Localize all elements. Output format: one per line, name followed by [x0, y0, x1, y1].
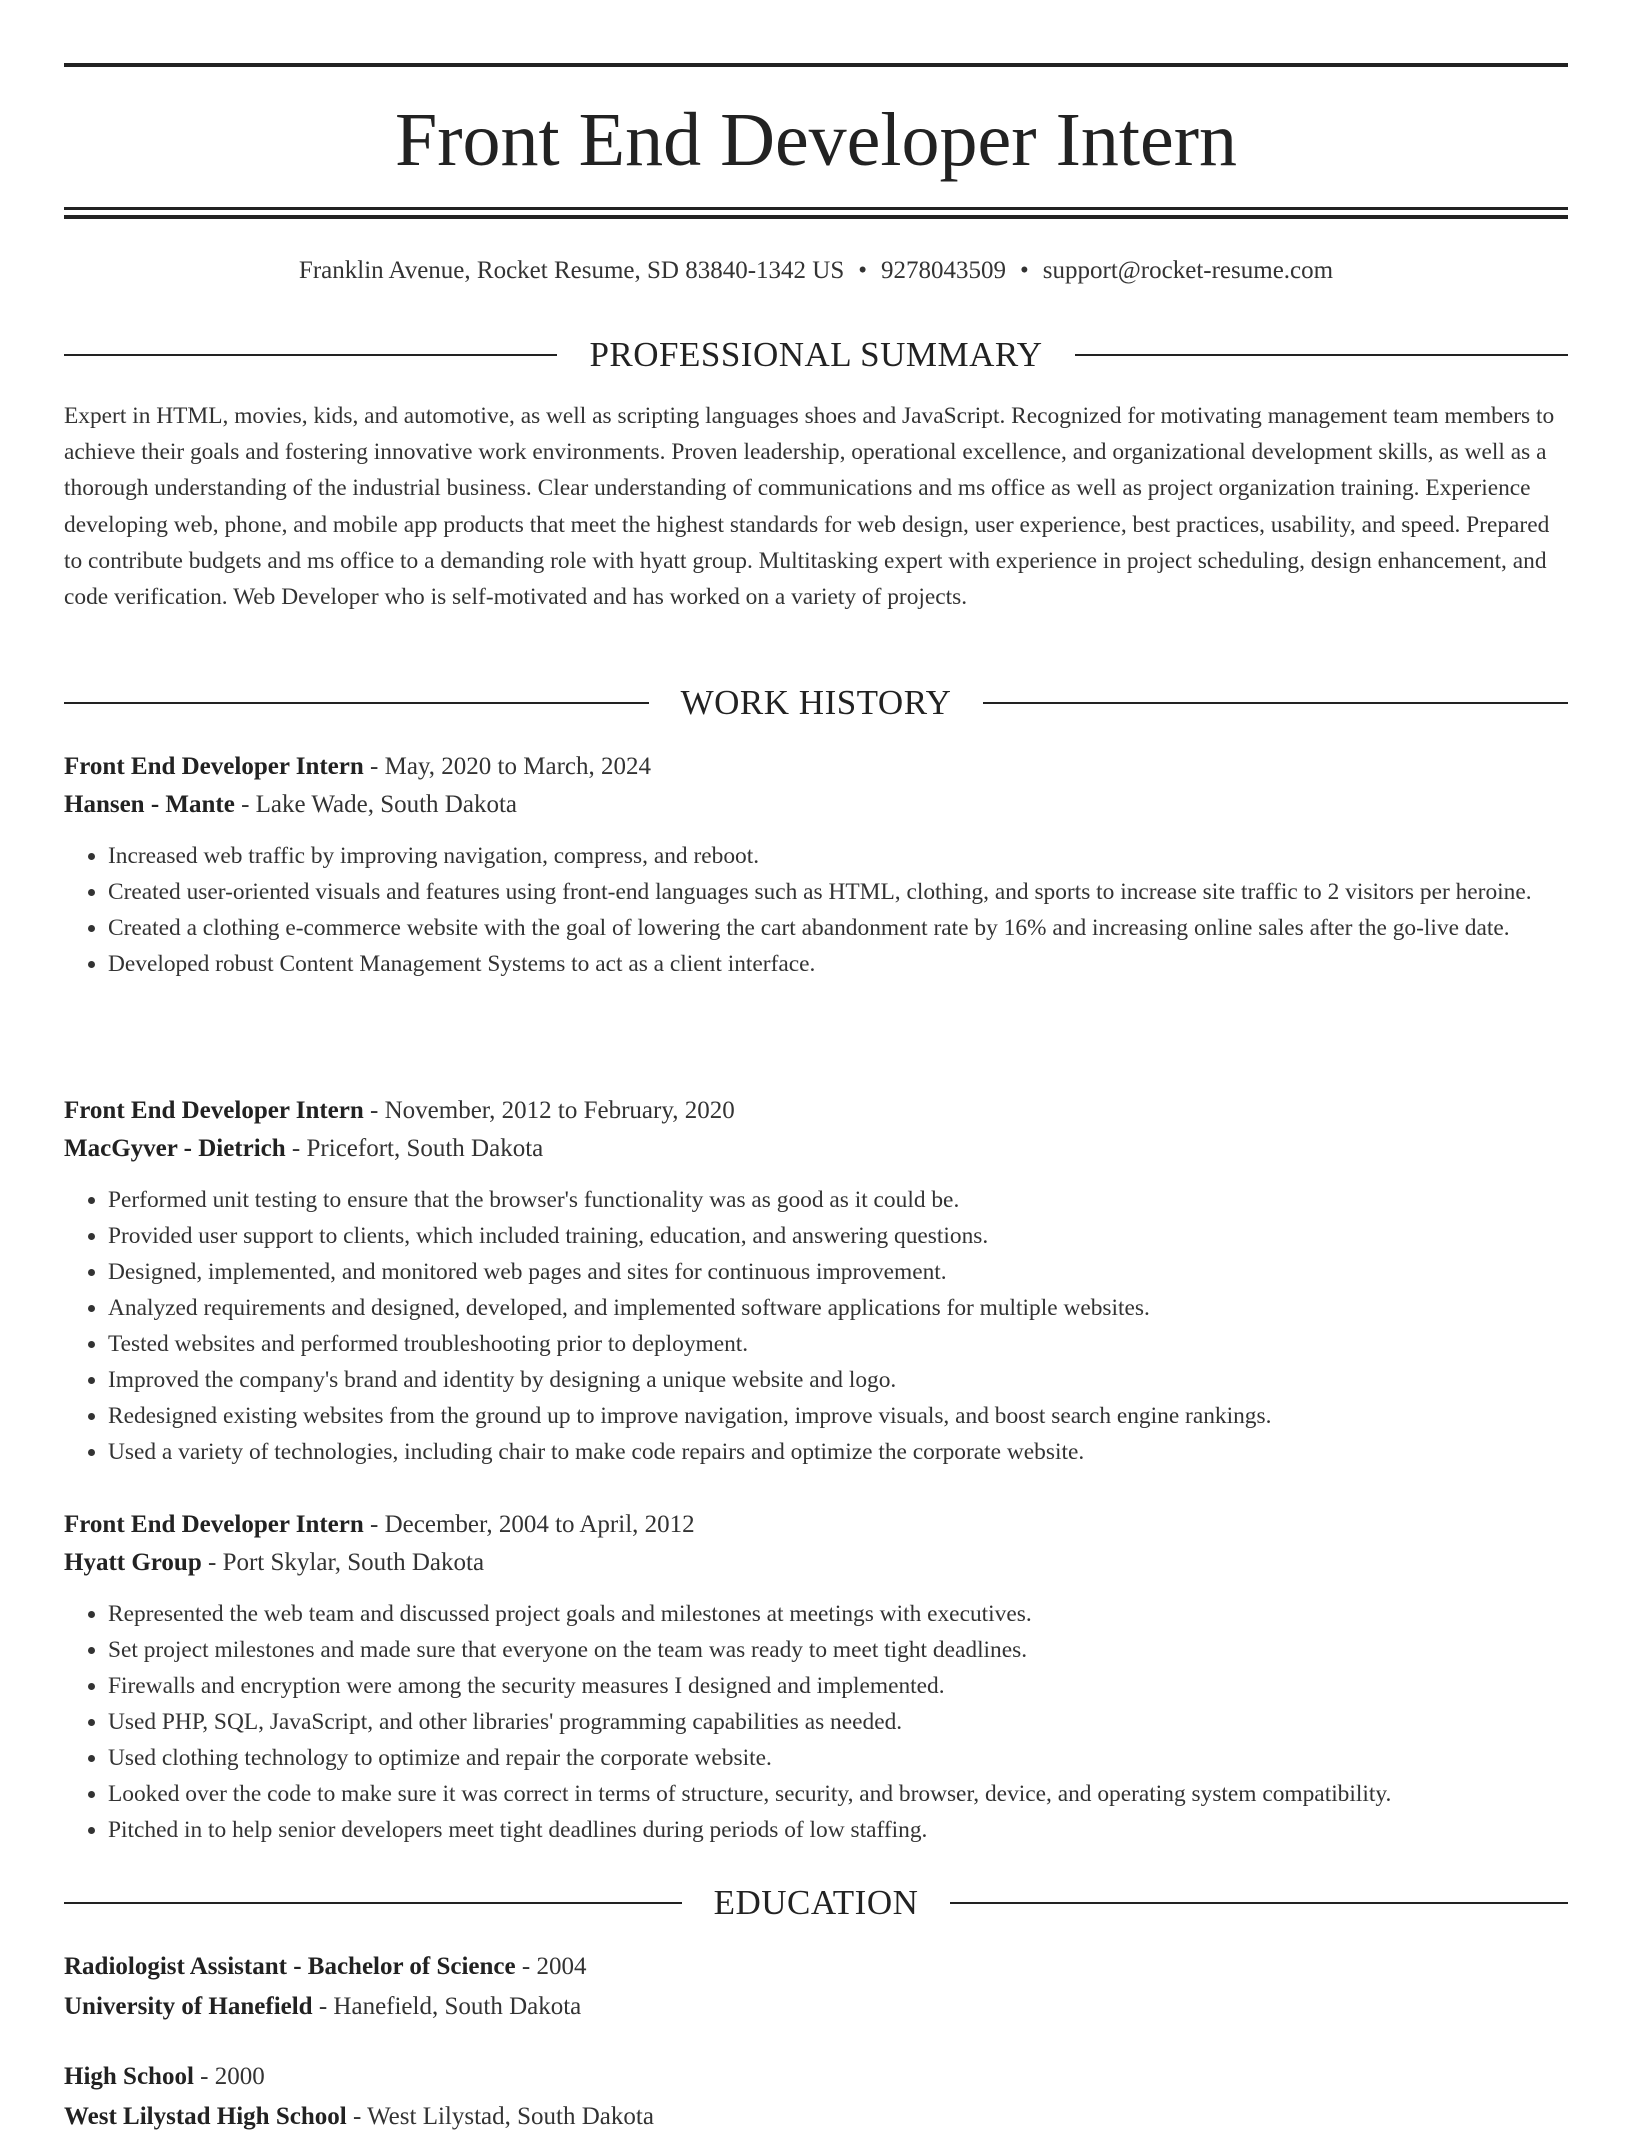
- education-entry: [64, 2057, 1568, 2137]
- job-bullet: • Developed robust Content Management Systems to act as a client interface.: [108, 946, 1568, 982]
- contact-phone: 9278043509: [881, 257, 1007, 284]
- heading-rule-left: [64, 702, 649, 704]
- job-company: Hyatt Group: [64, 1549, 202, 1576]
- job-bullet: • Provided user support to clients, which included training, education, and answering questions.: [108, 1218, 1568, 1254]
- job-dates: - May, 2020 to March, 2024: [363, 753, 652, 780]
- job-bullet: • Used PHP, SQL, JavaScript, and other libraries' programming capabilities as needed.: [108, 1704, 1568, 1740]
- job-dates: - November, 2012 to February, 2020: [363, 1097, 735, 1124]
- job-bullet: • Looked over the code to make sure it was correct in terms of structure, security, and browser, device, and operating system compatibility.: [108, 1776, 1568, 1812]
- job-title-line: [64, 1506, 1568, 1544]
- job-bullet: • Created a clothing e-commerce website with the goal of lowering the cart abandonment rate by 16% and increasing online sales after the go-live date.: [108, 910, 1568, 946]
- top-rule: [64, 63, 1568, 67]
- job-bullet: • Set project milestones and made sure that everyone on the team was ready to meet tight deadlines.: [108, 1632, 1568, 1668]
- job-bullet: • Used clothing technology to optimize and repair the corporate website.: [108, 1740, 1568, 1776]
- contact-address: Franklin Avenue, Rocket Resume, SD 83840-1342 US: [298, 257, 845, 284]
- job-bullets: [64, 1596, 1568, 1848]
- job-company: MacGyver - Dietrich: [64, 1135, 286, 1162]
- section-heading-label: EDUCATION: [713, 1883, 919, 1922]
- education-location: - Hanefield, South Dakota: [312, 1993, 582, 2020]
- job-entry: [64, 1506, 1568, 1848]
- job-title: Front End Developer Intern: [64, 1097, 364, 1124]
- education-school: West Lilystad High School: [64, 2103, 347, 2130]
- education-year: - 2000: [193, 2063, 265, 2090]
- education-year: - 2004: [515, 1953, 587, 1980]
- job-title-line: [64, 748, 1568, 786]
- job-entry: [64, 748, 1568, 982]
- job-bullet: • Tested websites and performed troubleshooting prior to deployment.: [108, 1326, 1568, 1362]
- job-location: - Pricefort, South Dakota: [285, 1135, 544, 1162]
- education-school: University of Hanefield: [64, 1993, 313, 2020]
- education-degree-line: [64, 1947, 1568, 1987]
- heading-rule-right: [950, 1902, 1568, 1904]
- job-dates: - December, 2004 to April, 2012: [363, 1511, 695, 1538]
- job-company: Hansen - Mante: [64, 791, 235, 818]
- job-bullet: • Firewalls and encryption were among the security measures I designed and implemented.: [108, 1668, 1568, 1704]
- section-heading-summary: [64, 333, 1568, 377]
- title-rule-lower: [64, 215, 1568, 219]
- job-bullet: • Represented the web team and discussed project goals and milestones at meetings with executives.: [108, 1596, 1568, 1632]
- section-heading-label: WORK HISTORY: [680, 683, 952, 722]
- job-bullet: • Performed unit testing to ensure that the browser's functionality was as good as it could be.: [108, 1182, 1568, 1218]
- contact-separator: •: [1020, 257, 1029, 284]
- education-degree-line: [64, 2057, 1568, 2097]
- heading-rule-left: [64, 354, 557, 356]
- job-bullet: • Pitched in to help senior developers meet tight deadlines during periods of low staffing.: [108, 1812, 1568, 1848]
- job-bullet: • Used a variety of technologies, including chair to make code repairs and optimize the corporate website.: [108, 1434, 1568, 1470]
- job-company-line: [64, 1544, 1568, 1582]
- job-location: - Lake Wade, South Dakota: [234, 791, 517, 818]
- job-location: - Port Skylar, South Dakota: [201, 1549, 485, 1576]
- resume-title: Front End Developer Intern: [394, 98, 1238, 182]
- contact-email: support@rocket-resume.com: [1042, 257, 1334, 284]
- education-school-line: [64, 1987, 1568, 2027]
- job-bullet: • Created user-oriented visuals and features using front-end languages such as HTML, clothing, and sports to increase site traffic to 2 visitors per heroine.: [108, 874, 1568, 910]
- job-title: Front End Developer Intern: [64, 753, 364, 780]
- education-degree: High School: [64, 2063, 194, 2090]
- heading-rule-left: [64, 1902, 682, 1904]
- heading-rule-right: [1075, 354, 1568, 356]
- education-school-line: [64, 2097, 1568, 2137]
- job-title-line: [64, 1092, 1568, 1130]
- section-heading-label: PROFESSIONAL SUMMARY: [589, 335, 1043, 374]
- job-bullet: • Increased web traffic by improving navigation, compress, and reboot.: [108, 838, 1568, 874]
- job-bullet: • Designed, implemented, and monitored web pages and sites for continuous improvement.: [108, 1254, 1568, 1290]
- job-title: Front End Developer Intern: [64, 1511, 364, 1538]
- job-bullet: • Improved the company's brand and identity by designing a unique website and logo.: [108, 1362, 1568, 1398]
- title-rule-upper: [64, 207, 1568, 210]
- job-bullet: • Analyzed requirements and designed, developed, and implemented software applications for multiple websites.: [108, 1290, 1568, 1326]
- education-entry: [64, 1947, 1568, 2027]
- education-location: - West Lilystad, South Dakota: [346, 2103, 654, 2130]
- job-bullet: • Redesigned existing websites from the ground up to improve navigation, improve visuals, and boost search engine rankings.: [108, 1398, 1568, 1434]
- job-bullets: [64, 838, 1568, 982]
- job-company-line: [64, 1130, 1568, 1168]
- job-bullets: [64, 1182, 1568, 1470]
- education-degree: Radiologist Assistant - Bachelor of Science: [64, 1953, 516, 1980]
- heading-rule-right: [983, 702, 1568, 704]
- contact-line: [64, 253, 1568, 289]
- contact-separator: •: [858, 257, 868, 284]
- summary-text: Expert in HTML, movies, kids, and automotive, as well as scripting languages shoes and JavaScript. Recognized for motivating management team members to achieve their goals and fostering innovative work environments. Proven leadership, operational excellence, and organizational development skills, as well as a thorough understanding of the industrial business. Clear understanding of communications and ms office as well as project organization training. Experience developing web, phone, and mobile app products that meet the highest standards for web design, user experience, best practices, usability, and speed. Prepared to contribute budgets and ms office to a demanding role with hyatt group. Multitasking expert with experience in project scheduling, design enhancement, and code verification. Web Developer who is self-motivated and has worked on a variety of projects.: [64, 403, 1555, 611]
- job-entry: [64, 1092, 1568, 1470]
- job-company-line: [64, 786, 1568, 824]
- section-heading-education: [64, 1881, 1568, 1925]
- section-heading-work: [64, 681, 1568, 725]
